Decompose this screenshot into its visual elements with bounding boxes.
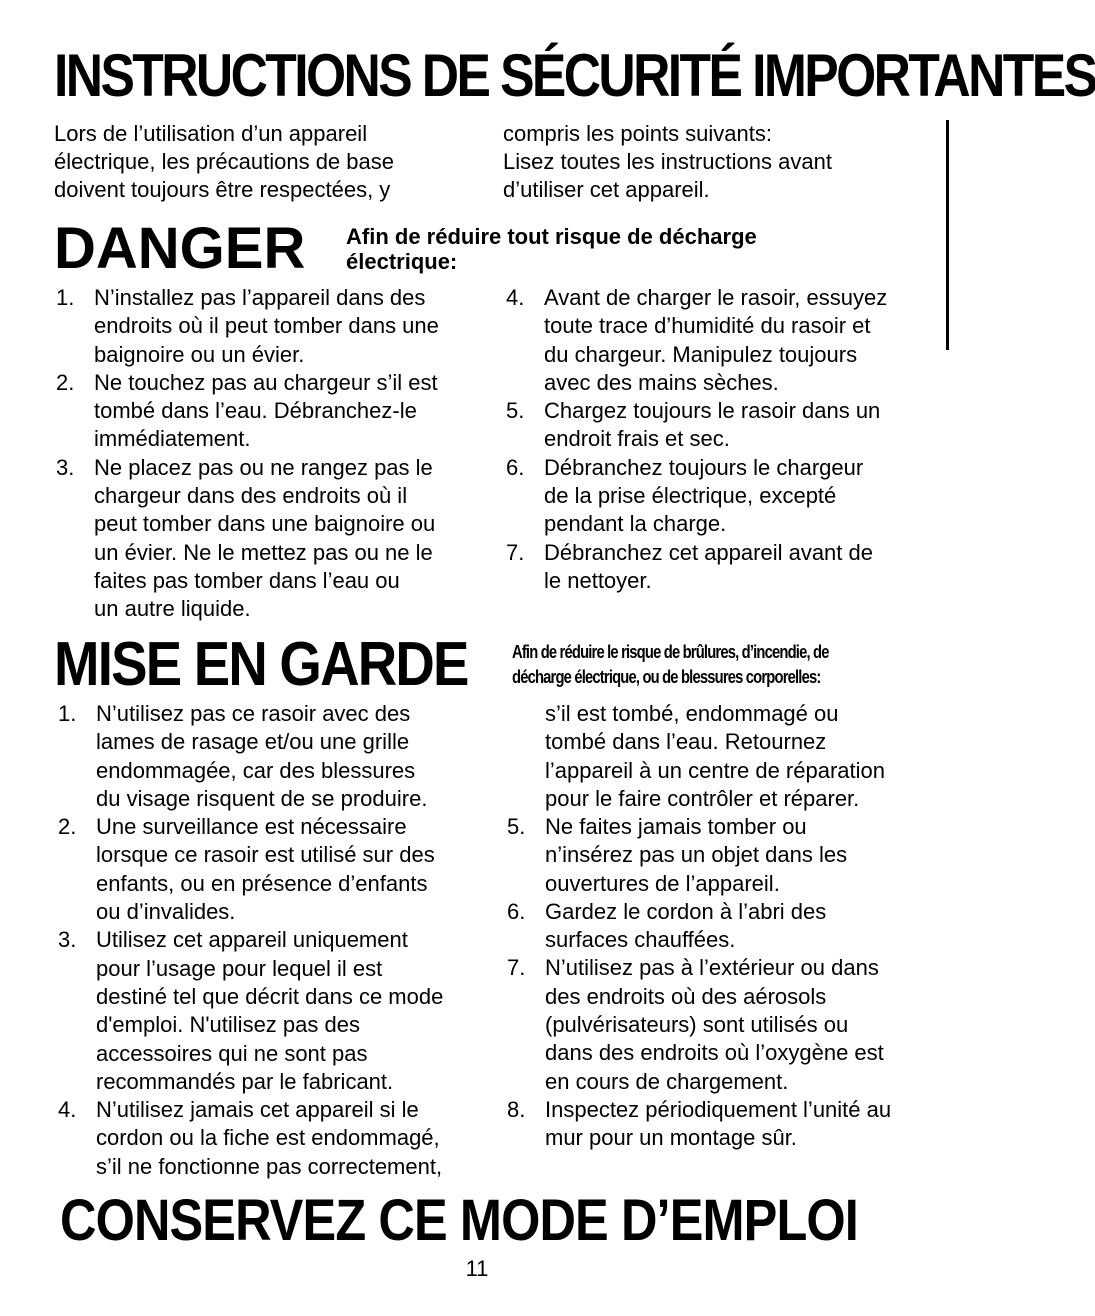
list-item-line: endommagée, car des blessures [96, 757, 416, 783]
mise-en-garde-list-right [507, 813, 891, 1153]
list-item-line: Ne touchez pas au chargeur s’il est [94, 369, 438, 395]
list-item-number: 5. [506, 398, 525, 424]
list-item-line: des endroits où des aérosols [545, 983, 827, 1009]
continuation-line: l’appareil à un centre de réparation [545, 757, 886, 783]
list-item-line: mur pour un montage sûr. [545, 1125, 797, 1151]
list-item [507, 813, 891, 898]
list-item [58, 813, 443, 926]
list-item-line: dans des endroits où l’oxygène est [545, 1040, 884, 1066]
list-item-line: peut tomber dans une baignoire ou [94, 511, 436, 537]
mise-en-garde-subheading-line: Afin de réduire le risque de brûlures, d’incendie, de [512, 642, 829, 662]
list-item-line: recommandés par le fabricant. [96, 1068, 394, 1094]
list-item-line: en cours de chargement. [545, 1068, 789, 1094]
list-item-number: 3. [56, 454, 75, 480]
list-item-line: endroit frais et sec. [544, 426, 730, 452]
list-item [506, 397, 887, 454]
danger-list-left [56, 284, 439, 624]
intro-left-line: Lors de l’utilisation d’un appareil [54, 121, 368, 146]
list-item-line: Avant de charger le rasoir, essuyez [544, 285, 888, 310]
list-item-line: chargeur dans des endroits où il [94, 483, 408, 509]
list-item-line: lames de rasage et/ou une grille [96, 729, 410, 755]
list-item-line: avec des mains sèches. [544, 369, 779, 395]
list-item-line: ou d’invalides. [96, 899, 236, 925]
intro-right-line: Lisez toutes les instructions avant [503, 149, 832, 174]
list-item-line: s’il ne fonctionne pas correctement, [96, 1153, 443, 1179]
intro-left-line: doivent toujours être respectées, y [54, 177, 391, 202]
list-item-line: pendant la charge. [544, 511, 727, 537]
list-item-line: tombé dans l’eau. Débranchez-le [94, 398, 417, 424]
list-item-line: d'emploi. N'utilisez pas des [96, 1012, 360, 1038]
danger-subheading [346, 224, 757, 274]
list-item-line: Ne faites jamais tomber ou [545, 814, 807, 839]
continuation-line: pour le faire contrôler et réparer. [545, 785, 860, 811]
list-item [56, 284, 439, 369]
list-item-line: enfants, ou en présence d’enfants [96, 870, 428, 896]
list-item-line: Ne placez pas ou ne rangez pas le [94, 454, 433, 480]
list-item-line: endroits où il peut tomber dans une [94, 313, 439, 339]
list-item-line: du chargeur. Manipulez toujours [544, 341, 858, 367]
list-item-line: (pulvérisateurs) sont utilisés ou [545, 1012, 849, 1038]
list-item-line: N’utilisez jamais cet appareil si le [96, 1097, 419, 1123]
list-item-line: accessoires qui ne sont pas [96, 1040, 368, 1066]
list-item [507, 954, 891, 1095]
list-item-line: destiné tel que décrit dans ce mode [96, 983, 444, 1009]
list-item-line: Une surveillance est nécessaire [96, 814, 407, 840]
list-item-number: 7. [506, 539, 525, 565]
danger-subheading-line: Afin de réduire tout risque de décharge [346, 224, 757, 249]
list-item-number: 5. [507, 814, 526, 839]
list-item [58, 700, 443, 813]
continuation-line: s’il est tombé, endommagé ou [545, 701, 839, 726]
list-item-line: Gardez le cordon à l’abri des [545, 898, 827, 924]
list-item-line: Chargez toujours le rasoir dans un [544, 398, 881, 424]
list-item-number: 1. [56, 285, 75, 310]
intro-right [503, 120, 832, 204]
list-item [58, 926, 443, 1096]
list-item-line: n’insérez pas un objet dans les [545, 842, 848, 868]
list-item-line: N’utilisez pas à l’extérieur ou dans [545, 955, 879, 981]
list-item-line: un autre liquide. [94, 596, 251, 622]
intro-right-line: compris les points suivants: [503, 121, 772, 146]
mise-en-garde-heading: MISE EN GARDE [54, 630, 468, 699]
list-item [506, 454, 887, 539]
list-item-number: 6. [507, 898, 526, 924]
intro-left [54, 120, 394, 204]
list-item-line: toute trace d’humidité du rasoir et [544, 313, 871, 339]
list-item [506, 284, 887, 397]
list-item [506, 539, 887, 596]
list-item [56, 454, 439, 624]
list-item [507, 898, 891, 955]
list-item-line: le nettoyer. [544, 567, 652, 593]
list-item-line: pour l’usage pour lequel il est [96, 955, 383, 981]
list-item-line: N’installez pas l’appareil dans des [94, 285, 426, 310]
list-item-line: N’utilisez pas ce rasoir avec des [96, 701, 411, 726]
intro-right-line: d’utiliser cet appareil. [503, 177, 710, 202]
list-item-number: 4. [506, 285, 525, 310]
danger-list-right [506, 284, 887, 595]
edge-mark [946, 120, 949, 350]
list-item-number: 1. [58, 701, 77, 726]
list-item-line: du visage risquent de se produire. [96, 785, 428, 811]
list-item-line: Débranchez toujours le chargeur [544, 454, 864, 480]
list-item-line: immédiatement. [94, 426, 251, 452]
list-item-number: 2. [56, 369, 75, 395]
list-item-line: baignoire ou un évier. [94, 341, 305, 367]
list-item-number: 8. [507, 1096, 526, 1122]
page-title: INSTRUCTIONS DE SÉCURITÉ IMPORTANTES [54, 42, 1095, 109]
danger-heading: DANGER [54, 216, 306, 281]
continuation-line: tombé dans l’eau. Retournez [545, 729, 827, 755]
list-item-line: de la prise électrique, excepté [544, 483, 837, 509]
intro-left-line: électrique, les précautions de base [54, 149, 394, 174]
list-item-line: lorsque ce rasoir est utilisé sur des [96, 842, 435, 868]
list-item-number: 6. [506, 454, 525, 480]
list-item-number: 2. [58, 814, 77, 840]
list-item-line: cordon ou la fiche est endommagé, [96, 1125, 440, 1151]
mise-en-garde-continuation [545, 700, 885, 813]
list-item-line: Utilisez cet appareil uniquement [96, 927, 408, 953]
list-item-line: un évier. Ne le mettez pas ou ne le [94, 539, 433, 565]
list-item-line: surfaces chauffées. [545, 927, 736, 953]
footer-title: CONSERVEZ CE MODE D’EMPLOI [60, 1188, 858, 1253]
mise-en-garde-list-left [58, 700, 443, 1181]
list-item-line: Débranchez cet appareil avant de [544, 539, 873, 565]
mise-en-garde-subheading-line: décharge électrique, ou de blessures corporelles: [512, 667, 821, 687]
list-item-number: 7. [507, 955, 526, 981]
list-item-number: 4. [58, 1097, 77, 1123]
list-item-line: Inspectez périodiquement l’unité au [545, 1096, 892, 1122]
danger-subheading-line: électrique: [346, 249, 458, 274]
list-item-line: faites pas tomber dans l’eau ou [94, 567, 400, 593]
list-item [56, 369, 439, 454]
list-item-number: 3. [58, 927, 77, 953]
page-number: 11 [465, 1256, 489, 1281]
mise-en-garde-subheading [512, 640, 829, 690]
list-item-line: ouvertures de l’appareil. [545, 870, 780, 896]
list-item [507, 1096, 891, 1153]
list-item [58, 1096, 443, 1181]
